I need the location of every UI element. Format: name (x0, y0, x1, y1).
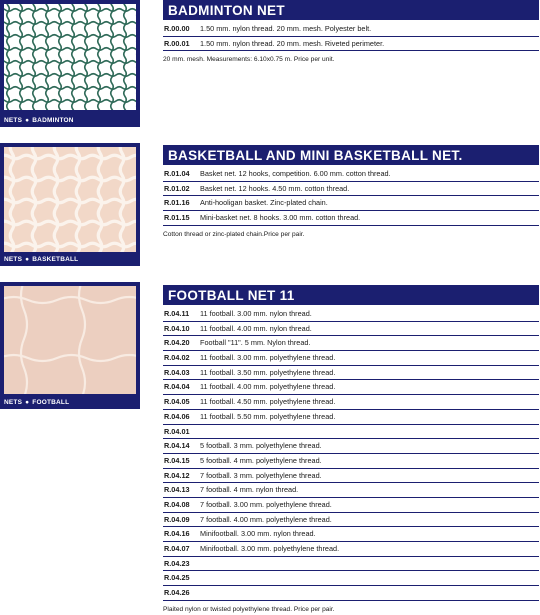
product-row (163, 366, 539, 381)
product-row (163, 307, 539, 322)
product-description (200, 425, 539, 439)
badminton-photo-panel (0, 0, 140, 127)
product-description: 5 football. 4 mm. polyethylene thread. (200, 455, 322, 465)
basketball-photo-panel (0, 143, 140, 266)
product-code: R.04.25 (164, 573, 190, 583)
basketball-note: Cotton thread or zinc-plated chain.Price per pair. (163, 230, 305, 238)
product-row (163, 542, 539, 557)
product-description: 11 football. 3.00 mm. nylon thread. (200, 309, 312, 318)
product-code: R.04.13 (164, 485, 190, 495)
product-description: 7 football. 3.00 mm. polyethylene thread. (200, 499, 332, 509)
product-description: 7 football. 3 mm. polyethylene thread. (200, 470, 322, 480)
product-row (163, 322, 539, 337)
product-row (163, 425, 539, 440)
product-description: Minifootball. 3.00 mm. polyethylene thread. (200, 544, 340, 553)
badminton-net-photo (4, 4, 136, 110)
football-net-photo (4, 286, 136, 394)
football-caption-category: NETS (4, 399, 23, 406)
basketball-product-list (163, 167, 539, 226)
product-code: R.04.01 (164, 426, 190, 436)
product-row (163, 439, 539, 454)
product-code: R.04.11 (164, 309, 190, 318)
badminton-photo-caption (4, 116, 74, 125)
product-code: R.01.16 (164, 198, 190, 208)
football-title: FOOTBALL NET 11 (163, 285, 539, 305)
product-row (163, 513, 539, 528)
product-code: R.01.02 (164, 183, 190, 193)
basketball-caption-name: BASKETBALL (32, 256, 79, 263)
product-code: R.04.15 (164, 455, 190, 465)
product-row (163, 571, 539, 586)
football-note: Plaited nylon or twisted polyethylene thread. Price per pair. (163, 605, 335, 613)
product-description: 11 football. 3.50 mm. polyethylene thread. (200, 367, 336, 377)
product-row (163, 454, 539, 469)
product-row (163, 22, 539, 37)
product-description: Basket net. 12 hooks, competition. 6.00 mm. cotton thread. (200, 169, 391, 178)
product-row (163, 336, 539, 351)
product-description: 7 football. 4 mm. nylon thread. (200, 485, 299, 495)
product-code: R.04.16 (164, 529, 190, 539)
product-description: 1.50 mm. nylon thread. 20 mm. mesh. Riveted perimeter. (200, 38, 385, 48)
product-code: R.04.20 (164, 338, 190, 348)
bullet-icon: ● (25, 256, 30, 263)
badminton-note: 20 mm. mesh. Measurements: 6.10x0.75 m. Price per unit. (163, 56, 335, 64)
product-description: Mini-basket net. 8 hooks. 3.00 mm. cotton thread. (200, 213, 361, 223)
product-code: R.04.03 (164, 367, 190, 377)
product-code: R.04.06 (164, 411, 190, 421)
basketball-section (163, 145, 539, 240)
product-code: R.04.09 (164, 514, 190, 524)
football-section (163, 285, 539, 615)
product-description: 11 football. 5.50 mm. polyethylene thread. (200, 411, 336, 421)
product-row (163, 498, 539, 513)
football-caption-name: FOOTBALL (32, 399, 70, 406)
product-row (163, 527, 539, 542)
basketball-caption-category: NETS (4, 256, 23, 263)
product-description: Anti-hooligan basket. Zinc-plated chain. (200, 198, 328, 208)
product-row (163, 395, 539, 410)
product-description: 5 football. 3 mm. polyethylene thread. (200, 441, 322, 451)
bullet-icon: ● (25, 399, 30, 406)
product-description (200, 586, 539, 600)
product-row (163, 351, 539, 366)
product-row (163, 557, 539, 572)
product-row (163, 483, 539, 498)
badminton-product-list (163, 22, 539, 51)
basketball-photo-caption (4, 255, 78, 264)
product-code: R.00.00 (164, 24, 190, 33)
product-code: R.04.04 (164, 382, 190, 392)
basketball-net-photo (4, 147, 136, 252)
badminton-caption-category: NETS (4, 117, 23, 124)
bullet-icon: ● (25, 117, 30, 124)
product-description: 11 football. 4.00 mm. nylon thread. (200, 323, 312, 333)
product-description: Football "11". 5 mm. Nylon thread. (200, 338, 311, 348)
product-description (200, 571, 539, 585)
product-row (163, 586, 539, 601)
product-code: R.04.26 (164, 588, 190, 598)
product-code: R.04.10 (164, 323, 190, 333)
badminton-section (163, 0, 539, 65)
badminton-caption-name: BADMINTON (32, 117, 74, 124)
product-code: R.04.08 (164, 499, 190, 509)
product-description: Minifootball. 3.00 mm. nylon thread. (200, 529, 316, 539)
product-description: 1.50 mm. nylon thread. 20 mm. mesh. Polyester belt. (200, 24, 372, 33)
product-code: R.04.12 (164, 470, 190, 480)
product-row (163, 37, 539, 52)
product-description: 7 football. 4.00 mm. polyethylene thread. (200, 514, 332, 524)
product-row (163, 167, 539, 182)
product-code: R.04.14 (164, 441, 190, 451)
product-description: 11 football. 3.00 mm. polyethylene thread. (200, 353, 336, 363)
football-photo-caption (4, 398, 69, 407)
product-code: R.01.04 (164, 169, 190, 178)
badminton-title: BADMINTON NET (163, 0, 539, 20)
product-code: R.04.23 (164, 558, 190, 568)
football-photo-panel (0, 282, 140, 409)
basketball-title: BASKETBALL AND MINI BASKETBALL NET. (163, 145, 539, 165)
product-row (163, 380, 539, 395)
product-row (163, 196, 539, 211)
product-row (163, 410, 539, 425)
product-description: 11 football. 4.00 mm. polyethylene thread. (200, 382, 336, 392)
product-code: R.01.15 (164, 213, 190, 223)
product-row (163, 182, 539, 197)
product-description (200, 557, 539, 571)
product-code: R.00.01 (164, 38, 190, 48)
product-description: 11 football. 4.50 mm. polyethylene thread. (200, 397, 336, 407)
product-row (163, 469, 539, 484)
football-product-list (163, 307, 539, 601)
product-description: Basket net. 12 hooks. 4.50 mm. cotton thread. (200, 183, 350, 193)
product-row (163, 211, 539, 226)
product-code: R.04.02 (164, 353, 190, 363)
product-code: R.04.07 (164, 544, 190, 553)
product-code: R.04.05 (164, 397, 190, 407)
